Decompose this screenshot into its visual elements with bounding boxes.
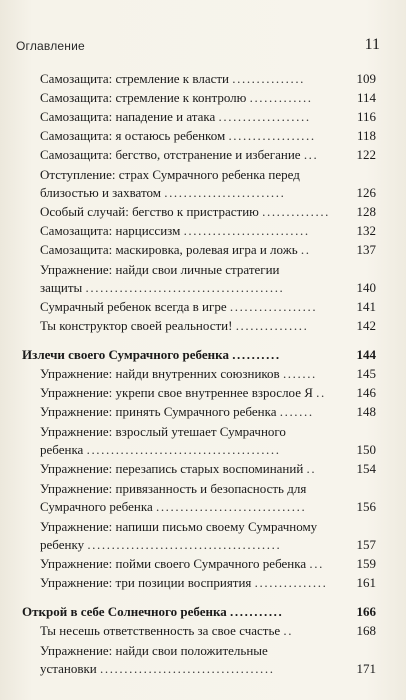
- toc-entry: Упражнение: привязанность и безопасность для: [40, 481, 307, 496]
- toc-entry-page: 141: [356, 299, 376, 314]
- toc-entry-page: 140: [356, 280, 376, 295]
- toc-entry-page: 148: [356, 404, 376, 419]
- toc-entry-page: 159: [356, 556, 376, 571]
- toc-entry: Упражнение: найди внутренних союзников .......: [40, 366, 317, 381]
- toc-entry-page: 114: [356, 90, 376, 105]
- toc-entry: Упражнение: найди свои положительные: [40, 643, 268, 658]
- toc-entry-page: 116: [356, 109, 376, 124]
- toc-entry-page: 161: [356, 575, 376, 590]
- toc-entry: Упражнение: пойми своего Сумрачного ребенка ...: [40, 556, 324, 571]
- toc-entry-continuation: ребенка ........................................: [40, 442, 281, 457]
- page-number: 11: [364, 36, 380, 53]
- toc-entry: Особый случай: бегство к пристрастию ..............: [40, 204, 331, 219]
- toc-entry: Самозащита: нападение и атака ...................: [40, 109, 311, 124]
- toc-entry: Самозащита: нарциссизм ..........................: [40, 223, 310, 238]
- toc-entry: Самозащита: стремление к власти ...............: [40, 71, 306, 86]
- toc-entry: Самозащита: маскировка, ролевая игра и ложь ..: [40, 242, 311, 257]
- toc-entry: Самозащита: бегство, отстранение и избегание ...: [40, 147, 319, 162]
- running-header: [16, 36, 380, 56]
- running-header-title: Оглавление: [16, 39, 85, 53]
- toc-entry-continuation: Сумрачного ребенка ...............................: [40, 499, 307, 514]
- toc-entry-page: 157: [356, 537, 376, 552]
- toc-entry-page: 109: [356, 71, 376, 86]
- toc-entry-page: 154: [356, 461, 376, 476]
- toc-entry: Упражнение: три позиции восприятия ...............: [40, 575, 328, 590]
- toc-entry-continuation: близостью и захватом .........................: [40, 185, 286, 200]
- toc-entry: Сумрачный ребенок всегда в игре ..................: [40, 299, 318, 314]
- toc-entry-page: 118: [356, 128, 376, 143]
- toc-entry-page: 171: [356, 661, 376, 676]
- toc-section-page: 166: [356, 604, 376, 619]
- toc-entry-continuation: установки ....................................: [40, 661, 275, 676]
- toc-section-heading: Излечи своего Сумрачного ребенка ..........: [22, 347, 281, 362]
- toc-entry-page: 128: [356, 204, 376, 219]
- toc-entry: Упражнение: укрепи свое внутреннее взрослое Я ..: [40, 385, 326, 400]
- toc-entry-page: 156: [356, 499, 376, 514]
- toc-entry-continuation: защиты .........................................: [40, 280, 285, 295]
- toc-entry: Самозащита: я остаюсь ребенком ..................: [40, 128, 316, 143]
- toc-entry-page: 126: [356, 185, 376, 200]
- toc-entry: Ты конструктор своей реальности! ...............: [40, 318, 309, 333]
- toc-entry: Отступление: страх Сумрачного ребенка перед: [40, 167, 300, 182]
- toc-entry-page: 146: [356, 385, 376, 400]
- toc-entry: Самозащита: стремление к контролю .............: [40, 90, 313, 105]
- toc-entry-page: 132: [356, 223, 376, 238]
- toc-entry: Упражнение: напиши письмо своему Сумрачному: [40, 519, 318, 534]
- toc-entry: Ты несешь ответственность за свое счастье ..: [40, 623, 294, 638]
- toc-entry-page: 142: [356, 318, 376, 333]
- toc-entry: Упражнение: принять Сумрачного ребенка .......: [40, 404, 314, 419]
- toc-entry: Упражнение: взрослый утешает Сумрачного: [40, 424, 286, 439]
- toc-section-heading: Открой в себе Солнечного ребенка ...........: [22, 604, 284, 619]
- toc-entry-page: 137: [356, 242, 376, 257]
- toc-entry: Упражнение: перезапись старых воспоминаний ..: [40, 461, 317, 476]
- toc-entry-page: 168: [356, 623, 376, 638]
- toc-entry: Упражнение: найди свои личные стратегии: [40, 262, 280, 277]
- toc-entry-page: 150: [356, 442, 376, 457]
- toc-entry-page: 145: [356, 366, 376, 381]
- toc-section-page: 144: [356, 347, 376, 362]
- toc-entry-continuation: ребенку ........................................: [40, 537, 282, 552]
- toc-entry-page: 122: [356, 147, 376, 162]
